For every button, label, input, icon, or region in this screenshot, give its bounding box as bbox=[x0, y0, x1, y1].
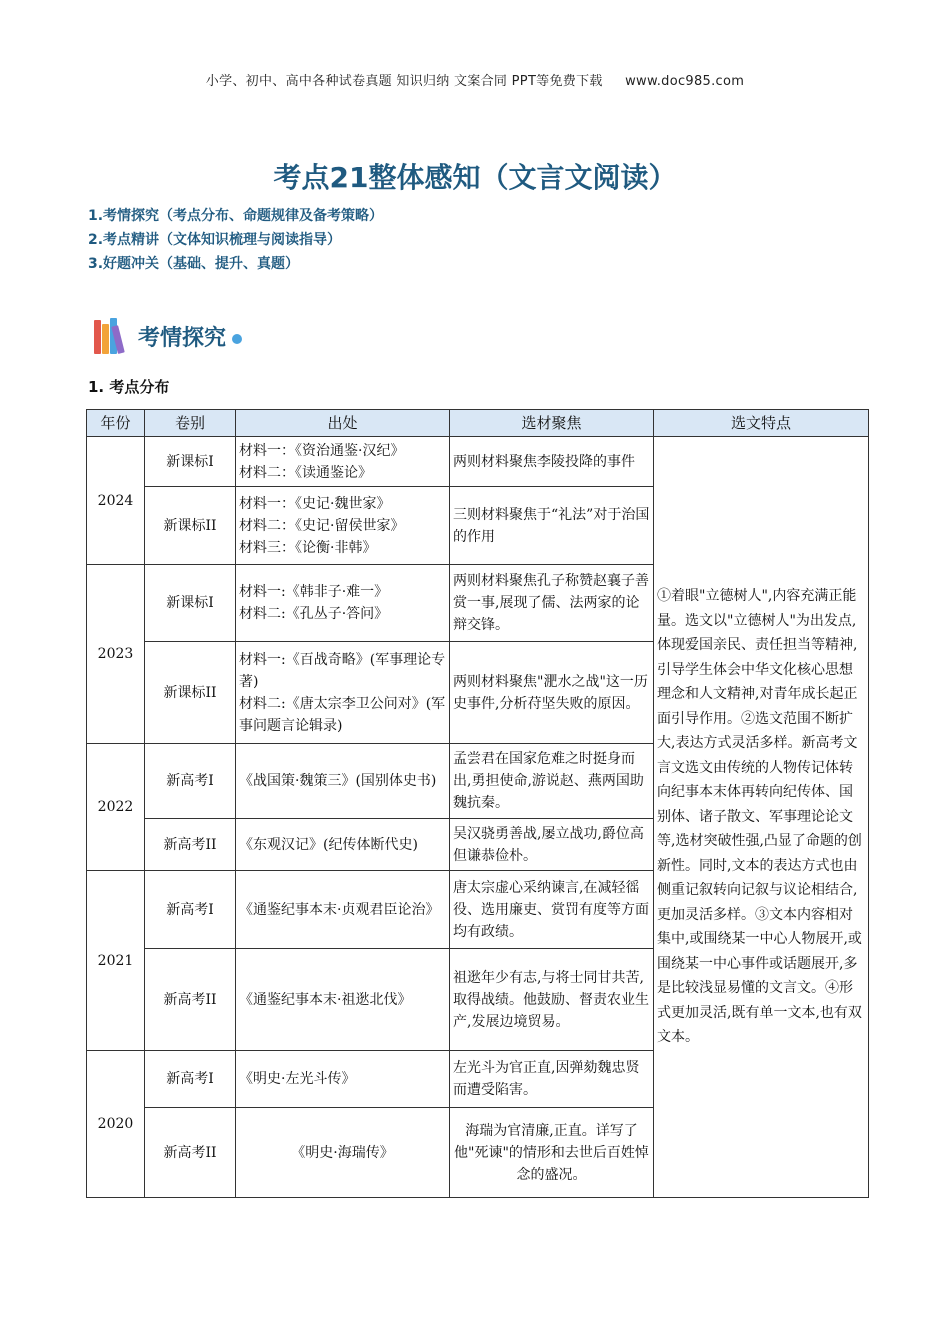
focus-cell: 三则材料聚焦于“礼法”对于治国的作用 bbox=[450, 487, 654, 565]
source-cell bbox=[236, 565, 450, 642]
col-header-focus: 选材聚焦 bbox=[450, 410, 654, 437]
source-cell bbox=[236, 1108, 450, 1198]
focus-cell: 唐太宗虚心采纳谏言,在减轻徭役、选用廉吏、赏罚有度等方面均有政绩。 bbox=[450, 871, 654, 949]
header-site-link[interactable]: www.doc985.com bbox=[625, 74, 745, 89]
source-line: 《通鉴纪事本末·祖逖北伐》 bbox=[239, 991, 412, 1008]
source-line: 材料一:《韩非子·难一》 bbox=[239, 584, 389, 600]
page-header bbox=[0, 70, 950, 89]
col-header-paper: 卷别 bbox=[145, 410, 236, 437]
outline-item: 2.考点精讲（文体知识梳理与阅读指导） bbox=[88, 232, 342, 248]
books-icon bbox=[92, 316, 136, 356]
source-line: 材料二：《史记·留侯世家》 bbox=[239, 517, 405, 534]
paper-cell: 新课标I bbox=[145, 437, 236, 487]
focus-cell: 祖逖年少有志,与将士同甘共苦,取得战绩。他鼓励、督责农业生产,发展边境贸易。 bbox=[450, 949, 654, 1051]
col-header-source: 出处 bbox=[236, 410, 450, 437]
source-cell bbox=[236, 642, 450, 744]
focus-cell: 海瑞为官清廉,正直。详写了他"死谏"的情形和去世后百姓悼念的盛况。 bbox=[450, 1108, 654, 1198]
source-line: 《明史·左光斗传》 bbox=[239, 1071, 356, 1087]
year-cell: 2023 bbox=[87, 565, 145, 744]
paper-cell: 新高考I bbox=[145, 744, 236, 819]
source-cell bbox=[236, 1051, 450, 1108]
table-header-row bbox=[87, 410, 869, 437]
outline bbox=[88, 204, 383, 276]
year-cell: 2021 bbox=[87, 871, 145, 1051]
source-cell bbox=[236, 437, 450, 487]
year-cell: 2022 bbox=[87, 744, 145, 871]
features-cell: ①着眼"立德树人",内容充满正能量。选文以"立德树人"为出发点,体现爱国亲民、责任担当等精神,引导学生体会中华文化核心思想理念和人文精神,对青年成长起正面引导作用。②选文范围不断扩大,表达方式灵活多样。新高考文言文选文由传统的人物传记体转向纪事本末体再转向纪传体、国别体、诸子散文、军事理论论文等,选材突破性强,凸显了命题的创新性。同时,文本的表达方式也由侧重记叙转向记叙与议论相结合,更加灵活多样。③文本内容相对集中,或围绕某一中心人物展开,或围绕某一中心事件或话题展开,多是比较浅显易懂的文言文。④形式更加灵活,既有单一文本,也有双文本。 bbox=[654, 437, 869, 1198]
focus-cell: 两则材料聚焦李陵投降的事件 bbox=[450, 437, 654, 487]
year-cell: 2024 bbox=[87, 437, 145, 565]
source-line: 《明史·海瑞传》 bbox=[291, 1144, 394, 1161]
banner-label: 考情探究 bbox=[138, 325, 227, 351]
source-line: 材料一：《资治通鉴·汉纪》 bbox=[239, 442, 405, 459]
source-cell bbox=[236, 949, 450, 1051]
paper-cell: 新高考I bbox=[145, 871, 236, 949]
paper-cell: 新高考II bbox=[145, 1108, 236, 1198]
focus-cell: 左光斗为官正直,因弹劾魏忠贤而遭受陷害。 bbox=[450, 1051, 654, 1108]
table-row bbox=[87, 437, 869, 487]
source-cell bbox=[236, 819, 450, 871]
focus-cell: 两则材料聚焦"淝水之战"这一历史事件,分析苻坚失败的原因。 bbox=[450, 642, 654, 744]
focus-cell: 孟尝君在国家危难之时挺身而出,勇担使命,游说赵、燕两国助魏抗秦。 bbox=[450, 744, 654, 819]
paper-cell: 新课标II bbox=[145, 487, 236, 565]
source-cell bbox=[236, 487, 450, 565]
paper-cell: 新高考I bbox=[145, 1051, 236, 1108]
year-cell: 2020 bbox=[87, 1051, 145, 1198]
source-line: 材料一:《百战奇略》(军事理论专著) bbox=[239, 651, 446, 690]
paper-cell: 新高考II bbox=[145, 949, 236, 1051]
section-banner bbox=[92, 316, 242, 356]
outline-item: 1.考情探究（考点分布、命题规律及备考策略） bbox=[88, 208, 384, 224]
source-line: 材料二:《唐太宗李卫公问对》(军事问题言论辑录) bbox=[239, 695, 446, 734]
banner-dot-icon bbox=[232, 334, 242, 344]
source-cell bbox=[236, 744, 450, 819]
source-line: 材料二：《读通鉴论》 bbox=[239, 464, 372, 481]
col-header-year: 年份 bbox=[87, 410, 145, 437]
source-line: 《东观汉记》(纪传体断代史) bbox=[239, 836, 418, 853]
source-line: 材料二:《孔丛子·答问》 bbox=[239, 606, 389, 622]
source-line: 《通鉴纪事本末·贞观君臣论治》 bbox=[239, 901, 440, 918]
header-text: 小学、初中、高中各种试卷真题 知识归纳 文案合同 PPT等免费下载 bbox=[205, 74, 603, 89]
outline-item: 3.好题冲关（基础、提升、真题） bbox=[88, 256, 300, 272]
source-line: 材料一：《史记·魏世家》 bbox=[239, 495, 391, 512]
source-line: 材料三：《论衡·非韩》 bbox=[239, 539, 377, 556]
paper-cell: 新课标II bbox=[145, 642, 236, 744]
focus-cell: 吴汉骁勇善战,屡立战功,爵位高但谦恭俭朴。 bbox=[450, 819, 654, 871]
source-line: 《战国策·魏策三》(国别体史书) bbox=[239, 773, 437, 789]
source-cell bbox=[236, 871, 450, 949]
focus-cell: 两则材料聚焦孔子称赞赵襄子善赏一事,展现了儒、法两家的论辩交锋。 bbox=[450, 565, 654, 642]
paper-cell: 新高考II bbox=[145, 819, 236, 871]
col-header-features: 选文特点 bbox=[654, 410, 869, 437]
distribution-table bbox=[86, 409, 869, 1198]
section-heading: 1. 考点分布 bbox=[88, 378, 170, 396]
paper-cell: 新课标I bbox=[145, 565, 236, 642]
page-title: 考点21整体感知（文言文阅读） bbox=[273, 161, 677, 194]
